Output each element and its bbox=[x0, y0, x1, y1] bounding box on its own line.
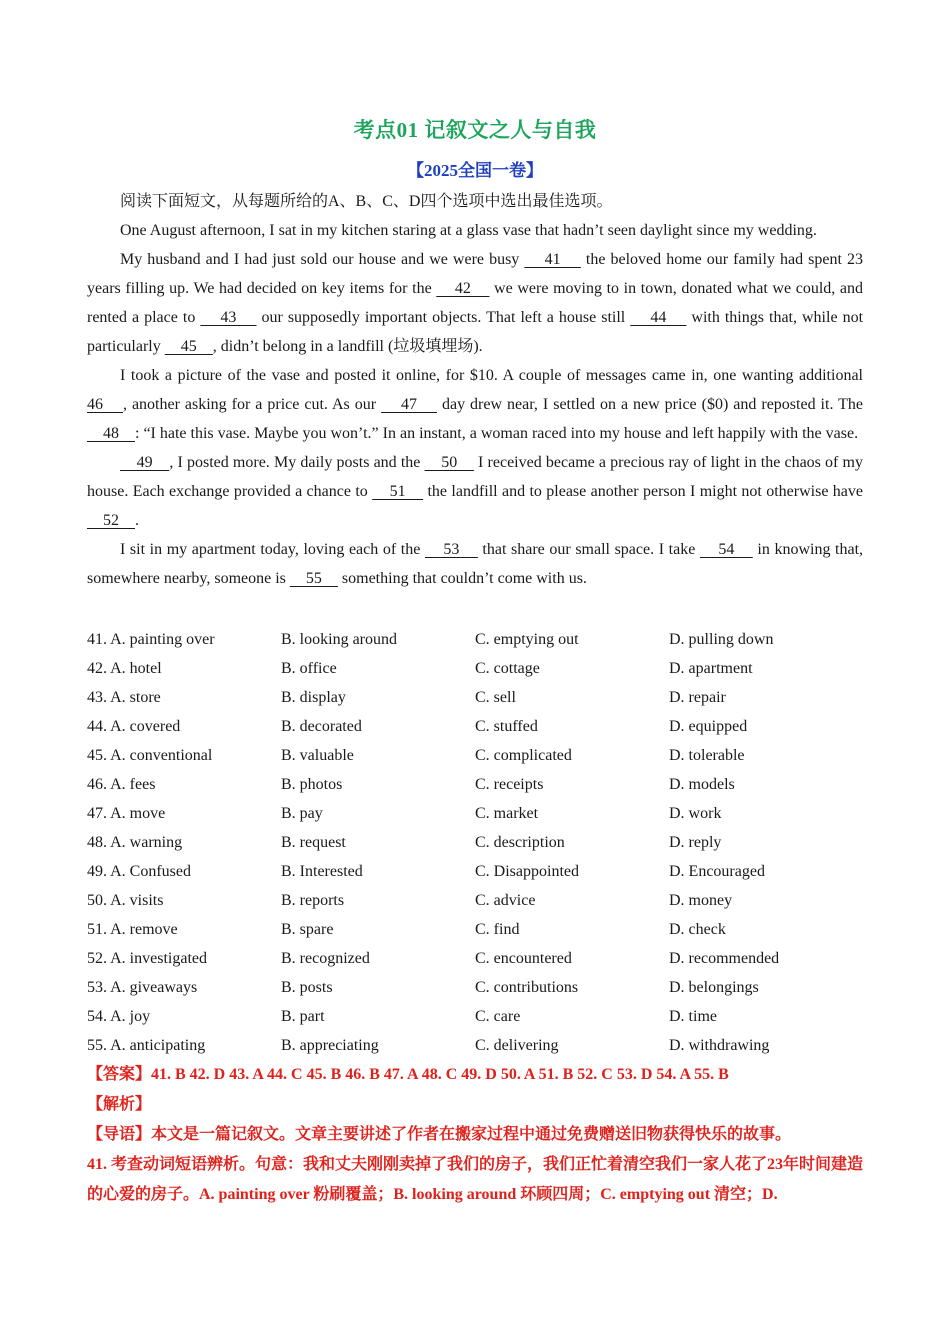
option-c: C. stuffed bbox=[475, 718, 538, 735]
option-b: B. display bbox=[281, 689, 346, 706]
passage-text: our supposedly important objects. That left a house still bbox=[256, 309, 631, 326]
option-c: C. market bbox=[475, 805, 539, 822]
instruction-text: 阅读下面短文，从每题所给的A、B、C、D四个选项中选出最佳选项。 bbox=[120, 193, 613, 210]
options-list bbox=[87, 625, 863, 1060]
option-row-46 bbox=[87, 770, 863, 799]
guide-text: 【导语】本文是一篇记叙文。文章主要讲述了作者在搬家过程中通过免费赠送旧物获得快乐的故事。 bbox=[87, 1126, 792, 1143]
option-row-49 bbox=[87, 857, 863, 886]
blank-53: 53 bbox=[424, 541, 478, 558]
blank-42: 42 bbox=[436, 280, 490, 297]
option-b: B. decorated bbox=[281, 718, 362, 735]
option-c: C. sell bbox=[475, 689, 516, 706]
option-a: 44. A. covered bbox=[87, 718, 181, 735]
option-row-44 bbox=[87, 712, 863, 741]
option-b: B. recognized bbox=[281, 950, 370, 967]
explanation-41: 41. 考查动词短语辨析。句意：我和丈夫刚刚卖掉了我们的房子，我们正忙着清空我们一家人花了23年时间建造的心爱的房子。A. painting over 粉刷覆盖；B. looking around 环顾四周；C. emptying out 清空；D. bbox=[87, 1156, 864, 1203]
passage-paragraph-2 bbox=[87, 245, 863, 361]
option-d: D. equipped bbox=[669, 718, 748, 735]
option-d: D. recommended bbox=[669, 950, 780, 967]
blank-48: 48 bbox=[87, 425, 135, 442]
passage-text: day drew near, I settled on a new price ($0) and reposted it. The bbox=[436, 396, 864, 413]
option-a: 42. A. hotel bbox=[87, 660, 162, 677]
option-d: D. money bbox=[669, 892, 733, 909]
option-d: D. work bbox=[669, 805, 722, 822]
option-b: B. appreciating bbox=[281, 1037, 379, 1054]
passage-text: I sit in my apartment today, loving each of the bbox=[120, 541, 425, 558]
option-b: B. looking around bbox=[281, 631, 397, 648]
blank-41: 41 bbox=[524, 251, 581, 268]
option-d: D. check bbox=[669, 921, 726, 938]
passage-text: . bbox=[135, 512, 139, 529]
option-b: B. posts bbox=[281, 979, 333, 996]
option-row-54 bbox=[87, 1002, 863, 1031]
option-a: 53. A. giveaways bbox=[87, 979, 198, 996]
blank-45: 45 bbox=[164, 338, 213, 355]
passage-text: the landfill and to please another person I might not otherwise have bbox=[423, 483, 863, 500]
option-d: D. withdrawing bbox=[669, 1037, 770, 1054]
option-c: C. delivering bbox=[475, 1037, 559, 1054]
option-b: B. spare bbox=[281, 921, 334, 938]
option-a: 46. A. fees bbox=[87, 776, 156, 793]
option-d: D. belongings bbox=[669, 979, 759, 996]
passage-paragraph-3 bbox=[87, 361, 863, 448]
option-a: 54. A. joy bbox=[87, 1008, 151, 1025]
blank-51: 51 bbox=[372, 483, 424, 500]
passage-text: I took a picture of the vase and posted it online, for $10. A couple of messages came in, one wanting additional bbox=[120, 367, 863, 384]
option-b: B. request bbox=[281, 834, 346, 851]
option-row-51 bbox=[87, 915, 863, 944]
option-c: C. description bbox=[475, 834, 565, 851]
passage-text: something that couldn’t come with us. bbox=[337, 570, 587, 587]
option-b: B. pay bbox=[281, 805, 323, 822]
option-d: D. repair bbox=[669, 689, 726, 706]
passage-text: : “I hate this vase. Maybe you won’t.” In an instant, a woman raced into my house and left happily with the vase. bbox=[135, 425, 859, 442]
option-b: B. valuable bbox=[281, 747, 354, 764]
blank-46: 46 bbox=[87, 396, 123, 413]
passage-text: , I posted more. My daily posts and the bbox=[169, 454, 425, 471]
option-b: B. reports bbox=[281, 892, 345, 909]
passage-text: with things that, while not particularly bbox=[87, 309, 864, 355]
option-row-47 bbox=[87, 799, 863, 828]
option-row-52 bbox=[87, 944, 863, 973]
option-a: 50. A. visits bbox=[87, 892, 164, 909]
option-d: D. Encouraged bbox=[669, 863, 765, 880]
option-c: C. care bbox=[475, 1008, 521, 1025]
option-c: C. advice bbox=[475, 892, 536, 909]
option-c: C. cottage bbox=[475, 660, 540, 677]
option-row-43 bbox=[87, 683, 863, 712]
passage-body bbox=[87, 187, 863, 593]
option-row-45 bbox=[87, 741, 863, 770]
passage-text: , didn’t belong in a landfill (垃圾填埋场). bbox=[212, 338, 483, 355]
option-a: 43. A. store bbox=[87, 689, 161, 706]
option-c: C. receipts bbox=[475, 776, 544, 793]
option-a: 51. A. remove bbox=[87, 921, 178, 938]
option-d: D. reply bbox=[669, 834, 722, 851]
option-c: C. encountered bbox=[475, 950, 572, 967]
option-d: D. time bbox=[669, 1008, 717, 1025]
blank-55: 55 bbox=[289, 570, 338, 587]
option-row-41 bbox=[87, 625, 863, 654]
answer-section bbox=[87, 1060, 863, 1210]
passage-text: , another asking for a price cut. As our bbox=[122, 396, 382, 413]
passage-text: in knowing that, somewhere nearby, someone is bbox=[87, 541, 864, 587]
option-row-50 bbox=[87, 886, 863, 915]
option-d: D. models bbox=[669, 776, 735, 793]
blank-44: 44 bbox=[630, 309, 687, 326]
blank-52: 52 bbox=[87, 512, 135, 529]
option-a: 55. A. anticipating bbox=[87, 1037, 206, 1054]
option-c: C. emptying out bbox=[475, 631, 579, 648]
blank-54: 54 bbox=[699, 541, 753, 558]
option-b: B. photos bbox=[281, 776, 343, 793]
option-a: 49. A. Confused bbox=[87, 863, 191, 880]
option-b: B. part bbox=[281, 1008, 325, 1025]
option-c: C. find bbox=[475, 921, 520, 938]
option-a: 48. A. warning bbox=[87, 834, 183, 851]
option-a: 45. A. conventional bbox=[87, 747, 213, 764]
passage-paragraph-5 bbox=[87, 535, 863, 593]
passage-paragraph-4 bbox=[87, 448, 863, 535]
option-row-53 bbox=[87, 973, 863, 1002]
passage-text: My husband and I had just sold our house and we were busy bbox=[120, 251, 525, 268]
passage-text: we were moving to in town, donated what we could, and rented a place to bbox=[87, 280, 864, 326]
option-a: 52. A. investigated bbox=[87, 950, 207, 967]
blank-50: 50 bbox=[424, 454, 474, 471]
blank-43: 43 bbox=[200, 309, 257, 326]
passage-paragraph-1: One August afternoon, I sat in my kitchen staring at a glass vase that hadn’t seen daylight since my wedding. bbox=[120, 222, 817, 239]
option-c: C. Disappointed bbox=[475, 863, 579, 880]
option-d: D. pulling down bbox=[669, 631, 774, 648]
option-row-48 bbox=[87, 828, 863, 857]
option-b: B. office bbox=[281, 660, 337, 677]
option-a: 41. A. painting over bbox=[87, 631, 215, 648]
option-b: B. Interested bbox=[281, 863, 363, 880]
passage-text: the beloved home our family had spent 23 years filling up. We had decided on key items for the bbox=[87, 251, 864, 297]
option-d: D. apartment bbox=[669, 660, 753, 677]
exam-source-label: 【2025全国一卷】 bbox=[407, 161, 543, 180]
page-title: 考点01 记叙文之人与自我 bbox=[353, 118, 597, 142]
blank-49: 49 bbox=[120, 454, 170, 471]
passage-text: I received became a precious ray of light in the chaos of my house. Each exchange provided a chance to bbox=[87, 454, 863, 500]
option-a: 47. A. move bbox=[87, 805, 166, 822]
answer-key: 【答案】41. B 42. D 43. A 44. C 45. B 46. B 47. A 48. C 49. D 50. A 51. B 52. C 53. D 54. A 55. B bbox=[87, 1066, 729, 1083]
option-c: C. contributions bbox=[475, 979, 579, 996]
analysis-label: 【解析】 bbox=[87, 1096, 152, 1113]
option-row-55 bbox=[87, 1031, 863, 1060]
passage-text: that share our small space. I take bbox=[477, 541, 700, 558]
option-d: D. tolerable bbox=[669, 747, 745, 764]
blank-47: 47 bbox=[381, 396, 437, 413]
option-row-42 bbox=[87, 654, 863, 683]
option-c: C. complicated bbox=[475, 747, 572, 764]
